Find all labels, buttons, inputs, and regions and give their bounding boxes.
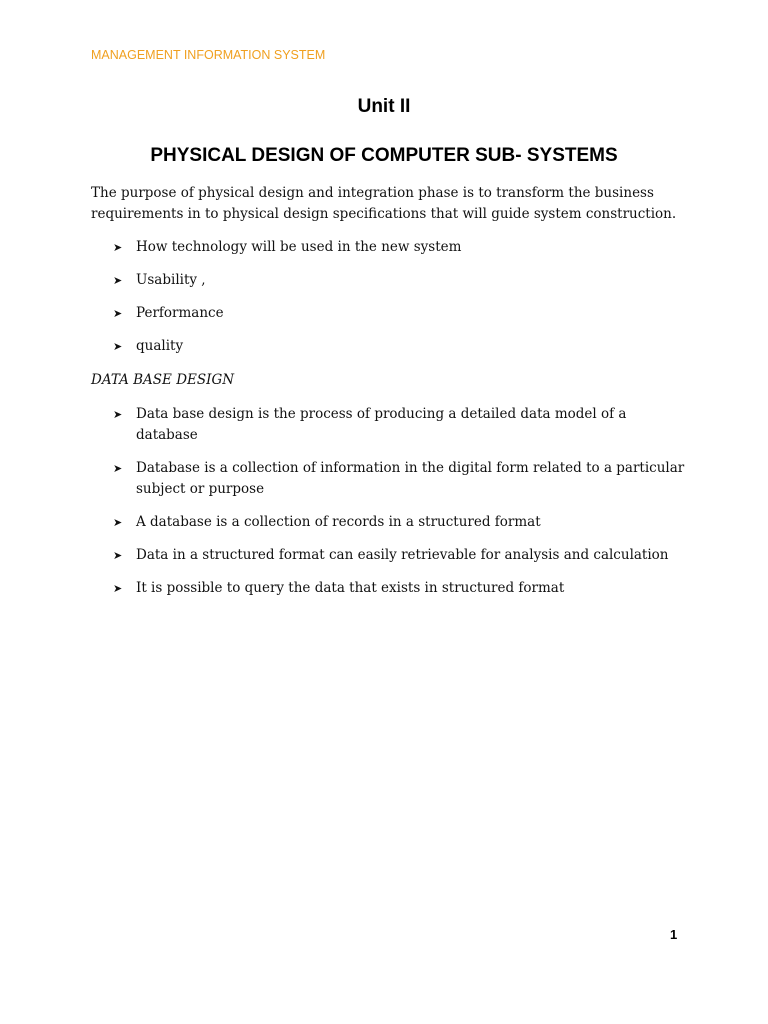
arrow-bullet-icon: ➤ xyxy=(113,340,123,353)
list-item xyxy=(91,270,691,291)
intro-paragraph: The purpose of physical design and integration phase is to transform the business requirements in to physical design specifications that will guide system construction. xyxy=(91,185,677,222)
unit-title: Unit II xyxy=(357,96,411,117)
list-item xyxy=(91,578,691,599)
arrow-bullet-icon: ➤ xyxy=(113,582,123,595)
arrow-bullet-icon: ➤ xyxy=(113,408,123,421)
arrow-bullet-icon: ➤ xyxy=(113,307,123,320)
list-item-text: Usability , xyxy=(136,272,206,288)
list-item-text: Data base design is the process of producing a detailed data model of a database xyxy=(136,406,627,443)
list-item xyxy=(91,237,691,258)
running-header: MANAGEMENT INFORMATION SYSTEM xyxy=(91,48,326,62)
section-heading: DATA BASE DESIGN xyxy=(91,372,235,388)
list-item xyxy=(91,336,691,357)
list-item-text: Database is a collection of information in the digital form related to a particular subject or purpose xyxy=(136,460,685,497)
list-item xyxy=(91,458,691,500)
chapter-title: PHYSICAL DESIGN OF COMPUTER SUB- SYSTEMS xyxy=(150,145,618,166)
list-item xyxy=(91,404,691,446)
arrow-bullet-icon: ➤ xyxy=(113,274,123,287)
database-design-list xyxy=(91,404,691,611)
page-number: 1 xyxy=(670,927,678,942)
list-item-text: How technology will be used in the new system xyxy=(136,239,462,255)
list-item-text: It is possible to query the data that exists in structured format xyxy=(136,580,565,596)
arrow-bullet-icon: ➤ xyxy=(113,549,123,562)
arrow-bullet-icon: ➤ xyxy=(113,241,123,254)
arrow-bullet-icon: ➤ xyxy=(113,462,123,475)
list-item-text: Data in a structured format can easily retrievable for analysis and calculation xyxy=(136,547,669,563)
requirements-list xyxy=(91,237,691,369)
list-item-text: A database is a collection of records in a structured format xyxy=(136,514,541,530)
list-item xyxy=(91,512,691,533)
list-item-text: Performance xyxy=(136,305,224,321)
arrow-bullet-icon: ➤ xyxy=(113,516,123,529)
list-item xyxy=(91,303,691,324)
list-item-text: quality xyxy=(136,338,184,354)
list-item xyxy=(91,545,691,566)
